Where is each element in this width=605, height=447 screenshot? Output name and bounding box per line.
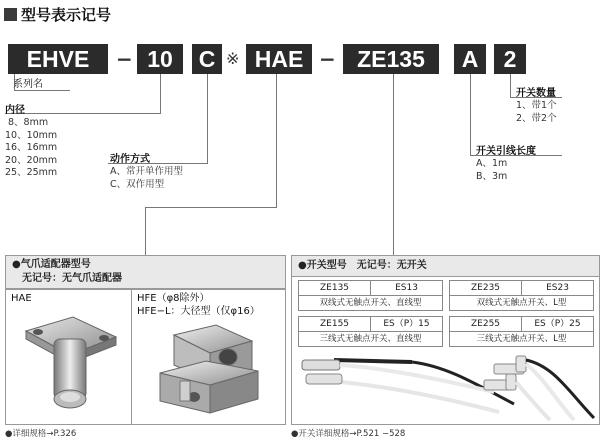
claw-panel-head2: 无记号：无气爪适配器 — [22, 273, 122, 284]
wire-length-item: A、1m — [476, 158, 508, 169]
action-item: C、双作用型 — [110, 178, 165, 190]
bore-item: 8、8mm — [8, 117, 49, 128]
switch-qty-block — [516, 87, 557, 125]
action-block — [110, 153, 183, 191]
switch-model: ZE235 — [470, 283, 501, 293]
switch-table — [449, 316, 594, 347]
code-dash-1: − — [116, 47, 133, 71]
switch-detail-note: ●开关详细规格→P.521 −528 — [291, 429, 406, 439]
code-series: EHVE — [8, 44, 108, 74]
hae-label: HAE — [11, 293, 32, 304]
wire-length-block — [476, 145, 536, 183]
code-claw: HAE — [246, 44, 312, 74]
title-text: 型号表示记号 — [21, 6, 112, 24]
switch-qty-heading: 开关数量 — [516, 88, 556, 99]
hfe-label: HFE（φ8除外） — [137, 293, 210, 304]
switch-sensors-image — [294, 352, 597, 422]
code-switch: ZE135 — [343, 44, 439, 74]
code-qty: 2 — [494, 44, 526, 74]
action-heading: 动作方式 — [110, 154, 150, 165]
series-label: 系列名 — [13, 79, 43, 90]
claw-panel-head1: ●气爪适配器型号 — [12, 259, 91, 270]
switch-desc: 双线式无触点开关、直线型 — [319, 298, 422, 308]
wire-length-heading: 开关引线长度 — [476, 146, 536, 157]
switch-qty-item: 2、带2个 — [516, 112, 557, 124]
switch-alt-model: ES（P）15 — [370, 317, 442, 331]
code-action: C — [192, 44, 222, 74]
code-wire: A — [454, 44, 486, 74]
hfe-cell — [132, 289, 285, 424]
bore-item: 25、25mm — [5, 167, 58, 178]
bore-heading: 内径 — [5, 105, 25, 116]
switch-model: ZE155 — [319, 319, 350, 329]
switch-qty-item: 1、带1个 — [516, 100, 557, 111]
claw-adapter-panel — [5, 255, 286, 425]
square-bullet-icon — [4, 8, 17, 21]
switch-model: ZE135 — [319, 283, 350, 293]
bore-item: 20、20mm — [5, 154, 58, 166]
switch-desc: 三线式无触点开关、直线型 — [319, 334, 422, 344]
code-star: ※ — [226, 49, 240, 68]
claw-detail-note: ●详细规格→P.326 — [5, 429, 77, 439]
switch-table — [298, 316, 443, 347]
hae-cell — [6, 289, 132, 424]
switch-panel — [291, 255, 600, 425]
hfe-l-label: HFE−L：大径型（仅φ16） — [137, 306, 260, 317]
switch-table — [449, 280, 594, 311]
switch-table — [298, 280, 443, 311]
hfe-adapter-image — [154, 323, 264, 419]
hae-adapter-image — [18, 309, 123, 417]
switch-alt-model: ES23 — [521, 281, 593, 295]
switch-panel-header: ●开关型号 无记号：无开关 — [292, 256, 599, 277]
switch-alt-model: ES（P）25 — [521, 317, 593, 331]
switch-desc: 三线式无触点开关、L型 — [476, 334, 567, 344]
code-dash-2: − — [319, 47, 336, 71]
bore-item: 10、10mm — [5, 129, 58, 141]
wire-length-item: B、3m — [476, 170, 508, 182]
action-item: A、常开单作用型 — [110, 166, 183, 177]
section-title — [4, 4, 111, 25]
switch-model: ZE255 — [470, 319, 501, 329]
switch-alt-model: ES13 — [370, 281, 442, 295]
code-size: 10 — [137, 44, 183, 74]
switch-desc: 双线式无触点开关、L型 — [476, 298, 567, 308]
bore-item: 16、16mm — [5, 142, 58, 153]
claw-panel-header — [6, 256, 285, 289]
bore-block — [5, 104, 57, 180]
